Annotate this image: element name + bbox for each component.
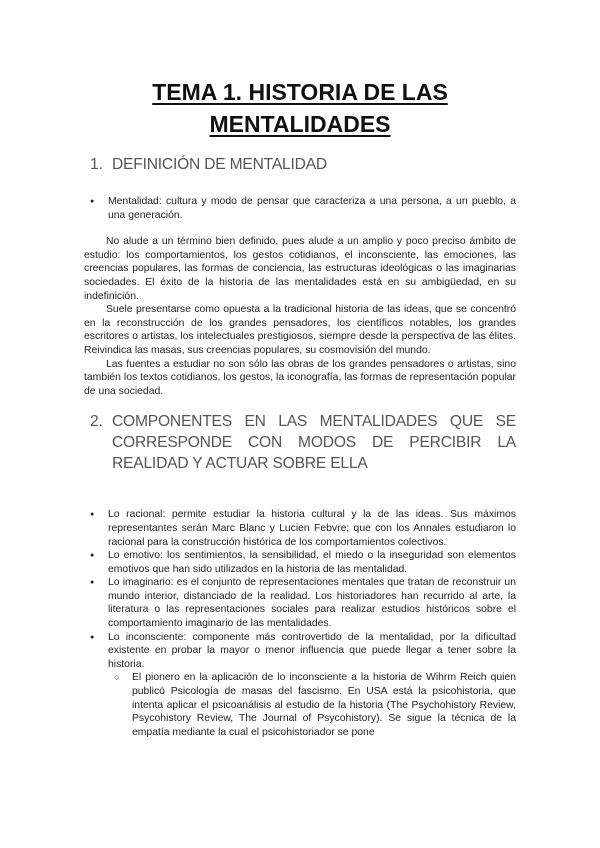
title-line-1: TEMA 1. HISTORIA DE LAS <box>152 79 448 105</box>
section-2-heading <box>84 411 516 474</box>
sub-list-item: ○ El pionero en la aplicación de lo inconsciente a la historia de Wihrm Reich quien publicó Psicología de masas del fascismo. En USA está la psicohistoria, que intenta aplicar el psicoanálisis al estudio de la historia (The Psychohistory Review, Psycohistory Review, The Journal of Psycohistory). Se sigue la técnica de la empatía mediante la cual el psicohistoriador se pone <box>84 671 516 739</box>
section-2-number: 2. <box>90 413 103 431</box>
sub-bullet-list <box>84 671 516 739</box>
section-1-body <box>84 235 516 398</box>
section-2-heading-line-1: COMPONENTES EN LAS MENTALIDADES QUE SE <box>112 413 516 431</box>
section-1-heading <box>84 154 516 175</box>
paragraph: Suele presentarse como opuesta a la tradicional historia de las ideas, que se concentró en la reconstrucción de los grandes pensadores, los científicos notables, los grandes escritores o artistas, los intelectuales prestigiosos, siempre desde la perspectiva de las élites. Reivindica las masas, sus creencias populares, su cosmovisión del mundo. <box>84 304 516 356</box>
section-2-heading-line-2: CORRESPONDE CON MODOS DE PERCIBIR LA <box>112 434 516 452</box>
list-item <box>84 631 516 740</box>
list-item-text: Lo inconsciente: componente más controvertido de la mentalidad, por la dificultad existente en probar la mayor o menor influencia que puede llegar a tener sobre la historia. <box>108 631 516 670</box>
paragraph: Las fuentes a estudiar no son sólo las obras de los grandes pensadores o artistas, sino también los textos cotidianos, los gestos, la iconografía, las formas de representación popular de una sociedad. <box>84 358 516 397</box>
section-1-heading-text: DEFINICIÓN DE MENTALIDAD <box>112 156 327 173</box>
list-item: ● Lo emotivo: los sentimientos, la sensibilidad, el miedo o la inseguridad son elementos emotivos que han sido utilizados en la historia de las mentalidad. <box>84 549 516 576</box>
list-item: ● Lo imaginario: es el conjunto de representaciones mentales que tratan de reconstruir un mundo interior, distanciado de la realidad. Los historiadores han recurrido al arte, la literatura o las representaciones sociales para realizar estudios históricos sobre el comportamiento imaginario de las mentalidades. <box>84 576 516 630</box>
page-title <box>84 0 516 140</box>
section-1-bullet-list <box>84 195 516 222</box>
title-line-2: MENTALIDADES <box>209 111 391 137</box>
section-1-number: 1. <box>90 156 103 173</box>
paragraph: No alude a un término bien definido, pues alude a un amplio y poco preciso ámbito de estudio: los comportamientos, los gestos cotidianos, el inconsciente, las emociones, las creencias populares, las formas de conciencia, las estructuras ideológicas o las imaginarias sociedades. El éxito de la historia de las mentalidades está en su ambigüedad, en su indefinición. <box>84 236 516 302</box>
list-item: ● Mentalidad: cultura y modo de pensar que caracteriza a una persona, a un pueblo, a una generación. <box>84 195 516 222</box>
section-2-heading-line-3: REALIDAD Y ACTUAR SOBRE ELLA <box>112 455 368 473</box>
list-item: ● Lo racional: permite estudiar la historia cultural y la de las ideas. Sus máximos representantes serán Marc Blanc y Lucien Febvre; que con los Annales estudiaron lo racional para la construcción histórica de los comportamientos colectivos. <box>84 508 516 549</box>
section-2-heading-text <box>112 411 516 474</box>
section-2-bullet-list <box>84 508 516 739</box>
